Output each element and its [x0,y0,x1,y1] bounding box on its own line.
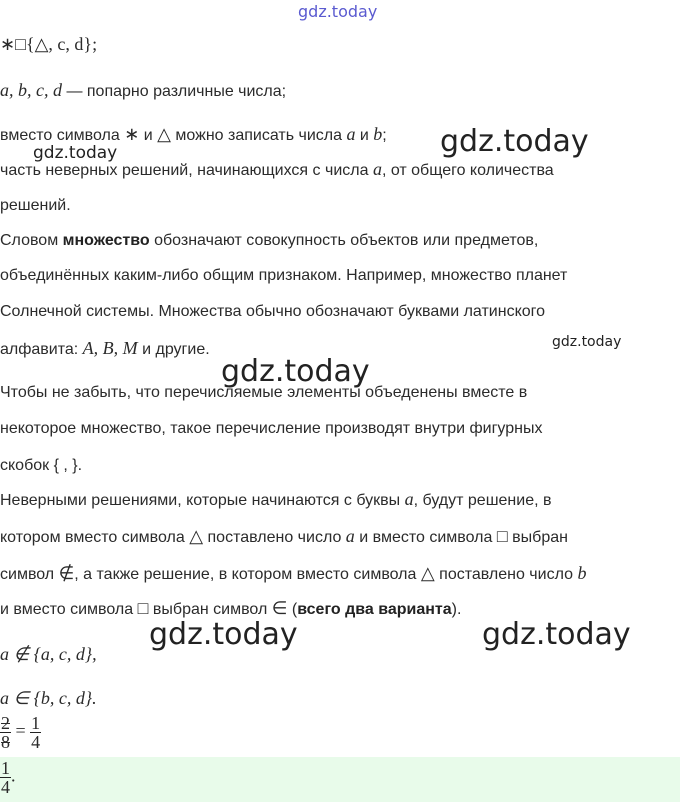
text-span: Неверными решениями, которые начинаются с буквы [0,492,405,509]
text-span: котором вместо символа [0,529,190,546]
equals-sign: = [11,720,31,741]
star-symbol: ∗ [124,124,140,144]
math-inline: a [404,489,414,509]
triangle-symbol: △ [157,124,171,144]
text-span: и вместо символа [0,601,138,618]
text-span: алфавита: [0,341,83,358]
answer-highlight [0,757,680,802]
text-line [0,337,210,361]
text-line [0,158,554,182]
text-span: можно записать числа [170,127,347,144]
text-line [0,230,538,252]
text-span: — попарно различные числа; [62,83,287,100]
math-inline: a, b, c, d [0,80,62,100]
triangle-symbol: △ [189,526,204,546]
text-span: выбран [507,529,568,546]
answer-period: . [11,765,16,786]
watermark: gdz.today [482,617,631,652]
text-span: , от общего количества [381,162,554,179]
text-span: ( [287,601,298,618]
text-line [0,525,568,549]
text-span: ). [451,601,462,618]
text-line: скобок { , }. [0,457,83,474]
text-span: поставлено число [434,566,578,583]
text-span: вместо символа [0,127,125,144]
element-symbol: ∈ [271,598,288,618]
text-span: выбран символ [148,601,272,618]
fraction-numerator: 1 [1,758,10,778]
bold-term: всего два варианта [297,601,452,618]
bold-term: множество [62,232,150,249]
watermark: gdz.today [149,617,298,652]
text-span: , будут решение, в [413,492,552,509]
text-span: часть неверных решений, начинающихся с числа [0,162,373,179]
watermark-top: gdz.today [298,2,378,21]
square-symbol: □ [137,598,149,618]
expression-line: a ∉ {a, c, d}, [0,644,97,664]
expression-line: a ∈ {b, c, d}. [0,688,97,708]
watermark: gdz.today [552,334,622,350]
answer-line [0,759,16,796]
text-line: решений. [0,197,71,214]
text-span: и вместо символа [354,529,497,546]
answer-fraction [0,759,11,796]
text-span: , а также решение, в котором вместо символа [74,566,421,583]
text-line: Чтобы не забыть, что перечисляемые элементы объеденены вместе в [0,384,528,401]
text-line [0,79,286,103]
text-line [0,597,461,621]
math-inline: a [345,526,355,546]
text-line [0,488,551,512]
text-span: Словом [0,232,63,249]
text-span: и другие. [137,341,210,358]
math-inline: b [577,563,587,583]
text-span: обозначают совокупность объектов или предметов, [149,232,539,249]
not-element-symbol: ∉ [58,563,75,583]
fraction [0,714,11,751]
watermark: gdz.today [221,354,370,389]
square-symbol: □ [496,526,508,546]
text-span: и [355,127,374,144]
text-span: поставлено число [203,529,346,546]
text-span: символ [0,566,59,583]
watermark: gdz.today [440,124,589,159]
fraction-denominator: 8 [1,732,10,752]
math-inline: a [372,159,382,179]
fraction-numerator: 1 [31,713,41,733]
text-line [0,123,387,147]
text-line [0,562,586,586]
expression-line: ∗□{△, c, d}; [0,34,98,54]
fraction-denominator: 4 [31,732,41,752]
triangle-symbol: △ [420,563,435,583]
math-inline: a [346,124,356,144]
fraction-numerator: 2 [1,713,10,733]
fraction-denominator: 4 [1,777,10,797]
text-line: Солнечной системы. Множества обычно обозначают буквами латинского [0,303,546,320]
text-span: и [139,127,158,144]
math-inline: A, B, M [82,338,138,358]
fraction [30,714,41,751]
fraction-equation [0,714,41,751]
text-span: ; [382,127,387,144]
math-inline: b [373,124,383,144]
watermark: gdz.today [33,143,118,163]
text-line: объединённых каким-либо общим признаком. Например, множество планет [0,267,568,284]
text-line: некоторое множество, такое перечисление производят внутри фигурных [0,420,543,437]
